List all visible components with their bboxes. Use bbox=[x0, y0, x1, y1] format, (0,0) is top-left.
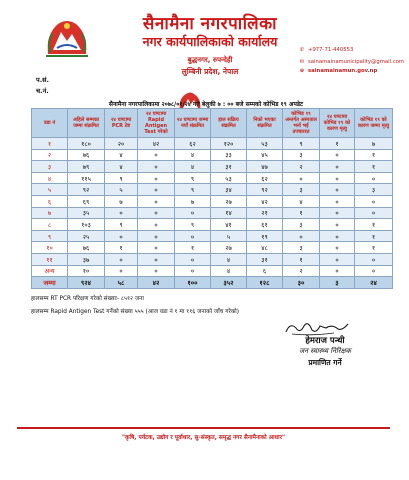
data-cell: ५३ bbox=[247, 138, 283, 150]
data-cell: ० bbox=[283, 230, 320, 242]
data-cell: ० bbox=[355, 195, 393, 207]
data-cell: १२० bbox=[211, 138, 247, 150]
data-cell: ३४ bbox=[211, 184, 247, 196]
data-cell: ० bbox=[320, 265, 355, 277]
data-cell: ६२ bbox=[175, 138, 211, 150]
total-cell: १०० bbox=[175, 277, 211, 289]
table-row bbox=[32, 184, 393, 196]
ward-number-cell: ७ bbox=[32, 207, 68, 219]
data-cell: १०३ bbox=[68, 219, 105, 231]
data-cell: २५ bbox=[68, 230, 105, 242]
data-cell: ४ bbox=[283, 195, 320, 207]
data-cell: ० bbox=[320, 149, 355, 161]
data-cell: १ bbox=[355, 149, 393, 161]
antigen-total-note: हालसम्म Rapid Antigen Test गर्नेको संख्या ५५५ (आज वडा नं १ मा ११६ जनाको जाँच गरेको) bbox=[31, 309, 240, 315]
data-cell: ० bbox=[320, 242, 355, 254]
phone-number: +977-71-440553 bbox=[308, 47, 354, 53]
data-cell: ० bbox=[138, 207, 175, 219]
data-cell: ० bbox=[320, 230, 355, 242]
ward-number-cell: १० bbox=[32, 242, 68, 254]
data-cell: ० bbox=[105, 207, 138, 219]
data-cell: ७ bbox=[175, 195, 211, 207]
data-cell: ४८ bbox=[247, 242, 283, 254]
total-cell: ९२४ bbox=[68, 277, 105, 289]
data-cell: ४ bbox=[105, 161, 138, 173]
ward-number-cell: ६ bbox=[32, 195, 68, 207]
data-cell: ७ bbox=[105, 195, 138, 207]
ward-number-cell: अन्य bbox=[32, 265, 68, 277]
data-cell: ७६ bbox=[68, 149, 105, 161]
data-cell: ० bbox=[105, 265, 138, 277]
data-cell: ० bbox=[355, 172, 393, 184]
data-cell: ० bbox=[138, 172, 175, 184]
ward-number-cell: ११ bbox=[32, 253, 68, 265]
data-cell: ३३ bbox=[211, 149, 247, 161]
data-cell: ६२ bbox=[247, 172, 283, 184]
data-cell: ६ bbox=[247, 265, 283, 277]
table-row bbox=[32, 138, 393, 150]
data-cell: ९ bbox=[283, 138, 320, 150]
data-cell: ० bbox=[138, 253, 175, 265]
data-cell: २१ bbox=[247, 207, 283, 219]
data-cell: ९२ bbox=[247, 184, 283, 196]
total-cell: ३ bbox=[320, 277, 355, 289]
ward-number-cell: २ bbox=[32, 149, 68, 161]
data-cell: ३५ bbox=[68, 207, 105, 219]
data-cell: ० bbox=[175, 265, 211, 277]
data-cell: ९२ bbox=[68, 184, 105, 196]
data-cell: ४ bbox=[175, 161, 211, 173]
address-line-1: बुद्धनगर, रुपन्देही bbox=[187, 56, 233, 64]
data-cell: १ bbox=[355, 230, 393, 242]
data-cell: ० bbox=[138, 184, 175, 196]
header-cell: निको भएका संक्रमित bbox=[247, 109, 283, 138]
data-cell: ० bbox=[355, 253, 393, 265]
ward-number-cell: ३ bbox=[32, 161, 68, 173]
email-contact[interactable] bbox=[298, 59, 404, 65]
header-cell: वडा नं bbox=[32, 109, 68, 138]
data-cell: ० bbox=[320, 253, 355, 265]
data-cell: ३ bbox=[283, 149, 320, 161]
data-cell: ० bbox=[138, 230, 175, 242]
data-cell: ४ bbox=[175, 149, 211, 161]
data-cell: ० bbox=[175, 253, 211, 265]
total-cell: १२८ bbox=[247, 277, 283, 289]
data-cell: १४ bbox=[211, 207, 247, 219]
header-cell: हाल सक्रिय संक्रमित bbox=[211, 109, 247, 138]
data-cell: ९ bbox=[175, 184, 211, 196]
header-cell: २४ घण्टामा जम्मा नयाँ संक्रमित bbox=[175, 109, 211, 138]
table-row bbox=[32, 253, 393, 265]
address-line-2: लुम्बिनी प्रदेश, नेपाल bbox=[181, 67, 239, 76]
data-cell: ० bbox=[138, 161, 175, 173]
data-cell: ० bbox=[105, 230, 138, 242]
footer-divider bbox=[17, 427, 390, 429]
table-row bbox=[32, 195, 393, 207]
data-cell: ० bbox=[105, 253, 138, 265]
table-row bbox=[32, 219, 393, 231]
data-cell: ० bbox=[320, 184, 355, 196]
data-cell: १९ bbox=[247, 230, 283, 242]
dispatch-number-label: च.नं. bbox=[36, 87, 49, 95]
data-cell: १८० bbox=[68, 138, 105, 150]
data-cell: ० bbox=[138, 265, 175, 277]
data-cell: ० bbox=[355, 265, 393, 277]
data-cell: ९ bbox=[105, 172, 138, 184]
data-cell: २७ bbox=[211, 242, 247, 254]
data-cell: २ bbox=[283, 161, 320, 173]
data-cell: ० bbox=[138, 149, 175, 161]
data-cell: ३ bbox=[283, 184, 320, 196]
data-cell: ० bbox=[138, 219, 175, 231]
data-cell: १ bbox=[175, 242, 211, 254]
data-cell: ४ bbox=[211, 253, 247, 265]
email-address[interactable]: sainamainamunicipality@gmail.com bbox=[308, 59, 405, 65]
data-cell: ९ bbox=[175, 219, 211, 231]
table-header-row bbox=[32, 109, 393, 138]
data-cell: ० bbox=[355, 207, 393, 219]
data-cell: ० bbox=[175, 230, 211, 242]
data-cell: १ bbox=[355, 161, 393, 173]
municipality-name: सैनामैना नगरपालिका bbox=[142, 14, 278, 34]
header-cell: २४ घण्टामा Rapid Antigen Test गरेको bbox=[138, 109, 175, 138]
data-cell: ७६ bbox=[68, 242, 105, 254]
ward-number-cell: ४ bbox=[32, 172, 68, 184]
ward-number-cell: ८ bbox=[32, 219, 68, 231]
data-cell: ३१ bbox=[247, 253, 283, 265]
ward-number-cell: १ bbox=[32, 138, 68, 150]
footer-slogan: "कृषि, पर्यटक, उद्योग र पूर्वाधार, सु-संस्कृत, समृद्ध नगर सैनामैनाको आधार" bbox=[121, 435, 286, 441]
data-cell: ९ bbox=[105, 219, 138, 231]
data-cell: ३७ bbox=[68, 253, 105, 265]
phone-contact bbox=[298, 47, 353, 53]
table-row bbox=[32, 161, 393, 173]
total-cell: ३० bbox=[283, 277, 320, 289]
data-cell: ३ bbox=[283, 242, 320, 254]
data-cell: १ bbox=[320, 138, 355, 150]
ward-number-cell: ९ bbox=[32, 230, 68, 242]
table-body bbox=[32, 138, 393, 289]
data-cell: ११५ bbox=[68, 172, 105, 184]
table-total-row bbox=[32, 277, 393, 289]
table-row bbox=[32, 265, 393, 277]
data-cell: ४ bbox=[211, 265, 247, 277]
data-cell: ० bbox=[283, 172, 320, 184]
data-cell: ३ bbox=[355, 184, 393, 196]
header-cell: २४ घण्टामा PCR टेष्ट bbox=[105, 109, 138, 138]
data-cell: २७ bbox=[211, 195, 247, 207]
phone-icon: ✆ bbox=[299, 47, 305, 53]
data-cell: १० bbox=[68, 265, 105, 277]
data-cell: १ bbox=[283, 207, 320, 219]
data-cell: ० bbox=[320, 219, 355, 231]
ward-number-cell: ५ bbox=[32, 184, 68, 196]
data-cell: २ bbox=[283, 265, 320, 277]
data-cell: ७९ bbox=[68, 161, 105, 173]
data-cell: ५ bbox=[105, 184, 138, 196]
data-cell: ४२ bbox=[138, 138, 175, 150]
data-cell: ४१ bbox=[211, 219, 247, 231]
signatory-name: हेमराज पन्थी bbox=[305, 336, 345, 346]
nepal-emblem-icon bbox=[44, 16, 90, 58]
data-cell: १ bbox=[355, 242, 393, 254]
data-cell: ३ bbox=[283, 219, 320, 231]
header-cell: अहिले सम्मका जम्मा संक्रमित bbox=[68, 109, 105, 138]
data-cell: ४२ bbox=[247, 195, 283, 207]
header-cell: २४ घण्टामा कोभिड १९ को कारण मृत्यु bbox=[320, 109, 355, 138]
data-cell: ४ bbox=[105, 149, 138, 161]
data-cell: ३१ bbox=[211, 161, 247, 173]
data-cell: ४७ bbox=[247, 161, 283, 173]
table-title: सैनामैना नगरपालिकामा २०७८/०१/२४ गते बेलुकी ७ : ०० बजे सम्मको कोभिड १९ अपडेट bbox=[108, 101, 304, 108]
pcr-total-note: हालसम्म RT PCR परिक्षण गरेको संख्याः- ८५१२ जना bbox=[31, 296, 144, 302]
table-row bbox=[32, 149, 393, 161]
data-cell: ० bbox=[320, 172, 355, 184]
data-cell: ० bbox=[138, 195, 175, 207]
data-cell: ५३ bbox=[211, 172, 247, 184]
covid-update-table bbox=[31, 108, 393, 289]
website-contact[interactable] bbox=[298, 68, 377, 74]
header-cell: कोभिड १९ अन्तर्गत अस्पताल भर्ना भई उपचाररत bbox=[283, 109, 320, 138]
data-cell: ५ bbox=[211, 230, 247, 242]
total-cell: ४२ bbox=[138, 277, 175, 289]
total-cell: ३५२ bbox=[211, 277, 247, 289]
data-cell: ६९ bbox=[68, 195, 105, 207]
total-cell: २४ bbox=[355, 277, 393, 289]
data-cell: ९ bbox=[175, 172, 211, 184]
globe-icon: ⊕ bbox=[299, 68, 305, 74]
data-cell: ० bbox=[138, 242, 175, 254]
total-label-cell: जम्मा bbox=[32, 277, 68, 289]
data-cell: ० bbox=[320, 195, 355, 207]
data-cell: ० bbox=[320, 161, 355, 173]
data-cell: ६१ bbox=[247, 219, 283, 231]
table-row bbox=[32, 242, 393, 254]
data-cell: १ bbox=[105, 242, 138, 254]
table-row bbox=[32, 230, 393, 242]
data-cell: ० bbox=[175, 207, 211, 219]
total-cell: ५८ bbox=[105, 277, 138, 289]
signatory-post: जन स्वास्थ्य निरिक्षक bbox=[298, 347, 352, 355]
data-cell: ४५ bbox=[247, 149, 283, 161]
header-cell: कोभिड १९ को कारण जम्मा मृत्यु bbox=[355, 109, 393, 138]
data-cell: १ bbox=[355, 219, 393, 231]
office-name: नगर कार्यपालिकाको कार्यालय bbox=[142, 34, 278, 49]
table-row bbox=[32, 207, 393, 219]
mail-icon: ✉ bbox=[299, 59, 305, 65]
data-cell: ० bbox=[320, 207, 355, 219]
data-cell: २० bbox=[105, 138, 138, 150]
certification-label: प्रमाणित गर्ने bbox=[308, 358, 342, 367]
table-row bbox=[32, 172, 393, 184]
website-url[interactable]: sainamainamun.gov.np bbox=[308, 68, 378, 74]
letter-number-label: प.सं. bbox=[36, 76, 50, 84]
data-cell: ७ bbox=[355, 138, 393, 150]
data-cell: १ bbox=[283, 253, 320, 265]
